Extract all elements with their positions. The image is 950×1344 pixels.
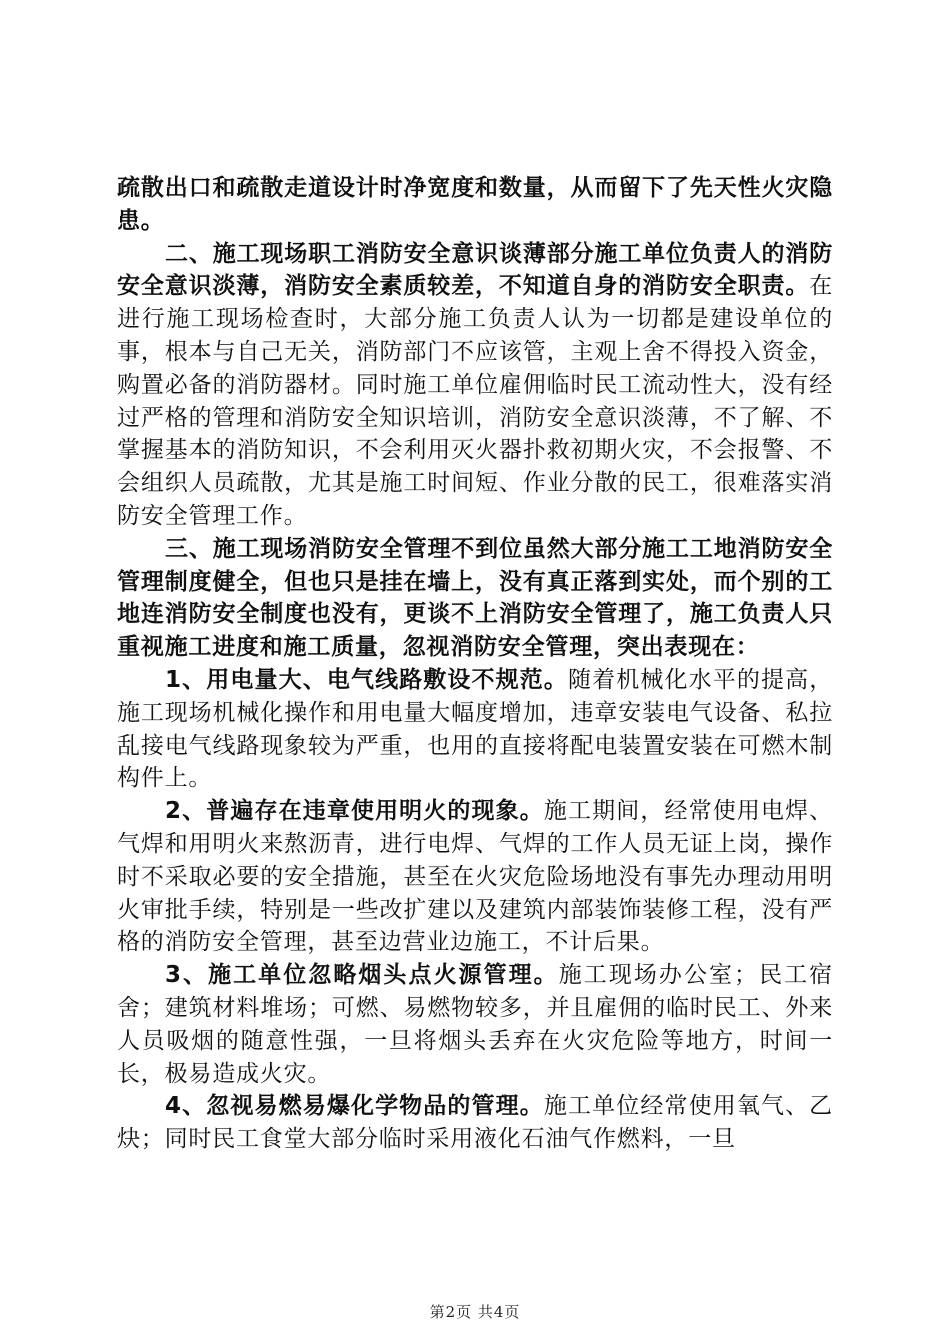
paragraph-text: 施工单位经常使用氧气、乙炔；同时民工食堂大部分临时采用液化石油气作燃料，一旦	[117, 1093, 833, 1153]
paragraph-text: 随着机械化水平的提高，施工现场机械化操作和用电量大幅度增加，违章安装电气设备、私拉乱接电气线路现象较为严重，也用的直接将配电装置安装在可燃木制构件上。	[117, 666, 833, 792]
paragraph-bold-text: 2、普遍存在违章使用明火的现象。	[165, 798, 544, 825]
page-number-footer: 第2页 共4页	[429, 1303, 521, 1321]
paragraph-bold-text: 三、施工现场消防安全管理不到位虽然大部分施工工地消防安全管理制度健全，但也只是挂在墙上，没有真正落到实处，而个别的工地连消防安全制度也没有，更谈不上消防安全管理了，施工负责人只重视施工进度和施工质量，忽视消防安全管理，突出表现在：	[117, 535, 833, 661]
paragraph-text: 施工期间，经常使用电焊、气焊和用明火来熬沥青，进行电焊、气焊的工作人员无证上岗，操作时不采取必要的安全措施，甚至在火灾危险场地没有事先办理动用明火审批手续，特别是一些改扩建以及建筑内部装饰装修工程，没有严格的消防安全管理，甚至边营业边施工，不计后果。	[117, 798, 833, 956]
paragraph-bold-text: 1、用电量大、电气线路敷设不规范。	[165, 666, 569, 693]
paragraph-text: 在进行施工现场检查时，大部分施工负责人认为一切都是建设单位的事，根本与自己无关，消防部门不应该管，主观上舍不得投入资金，购置必备的消防器材。同时施工单位雇佣临时民工流动性大，没有经过严格的管理和消防安全知识培训，消防安全意识淡薄，不了解、不掌握基本的消防知识，不会利用灭火器扑救初期火灾，不会报警、不会组织人员疏散，尤其是施工时间短、作业分散的民工，很难落实消防安全管理工作。	[117, 273, 833, 529]
paragraph-item-4	[117, 1090, 833, 1156]
paragraph-item-1	[117, 664, 833, 795]
paragraph-section-2	[117, 238, 833, 533]
paragraph-bold-text: 3、施工单位忽略烟头点火源管理。	[165, 962, 559, 989]
paragraph-item-3	[117, 959, 833, 1090]
paragraph-item-2	[117, 795, 833, 959]
document-body	[117, 172, 833, 1156]
paragraph-bold-text: 疏散出口和疏散走道设计时净宽度和数量，从而留下了先天性火灾隐患。	[117, 175, 833, 234]
paragraph-text: 施工现场办公室；民工宿舍；建筑材料堆场；可燃、易燃物较多，并且雇佣的临时民工、外来人员吸烟的随意性强，一旦将烟头丢弃在火灾危险等地方，时间一长，极易造成火灾。	[117, 962, 833, 1087]
paragraph-section-3	[117, 533, 833, 664]
paragraph-bold-text: 4、忽视易燃易爆化学物品的管理。	[165, 1093, 544, 1120]
paragraph-bold-text: 二、施工现场职工消防安全意识谈薄部分施工单位负责人的消防安全意识淡薄，消防安全素质较差，不知道自身的消防安全职责。	[117, 240, 833, 300]
paragraph-continuation	[117, 172, 833, 238]
